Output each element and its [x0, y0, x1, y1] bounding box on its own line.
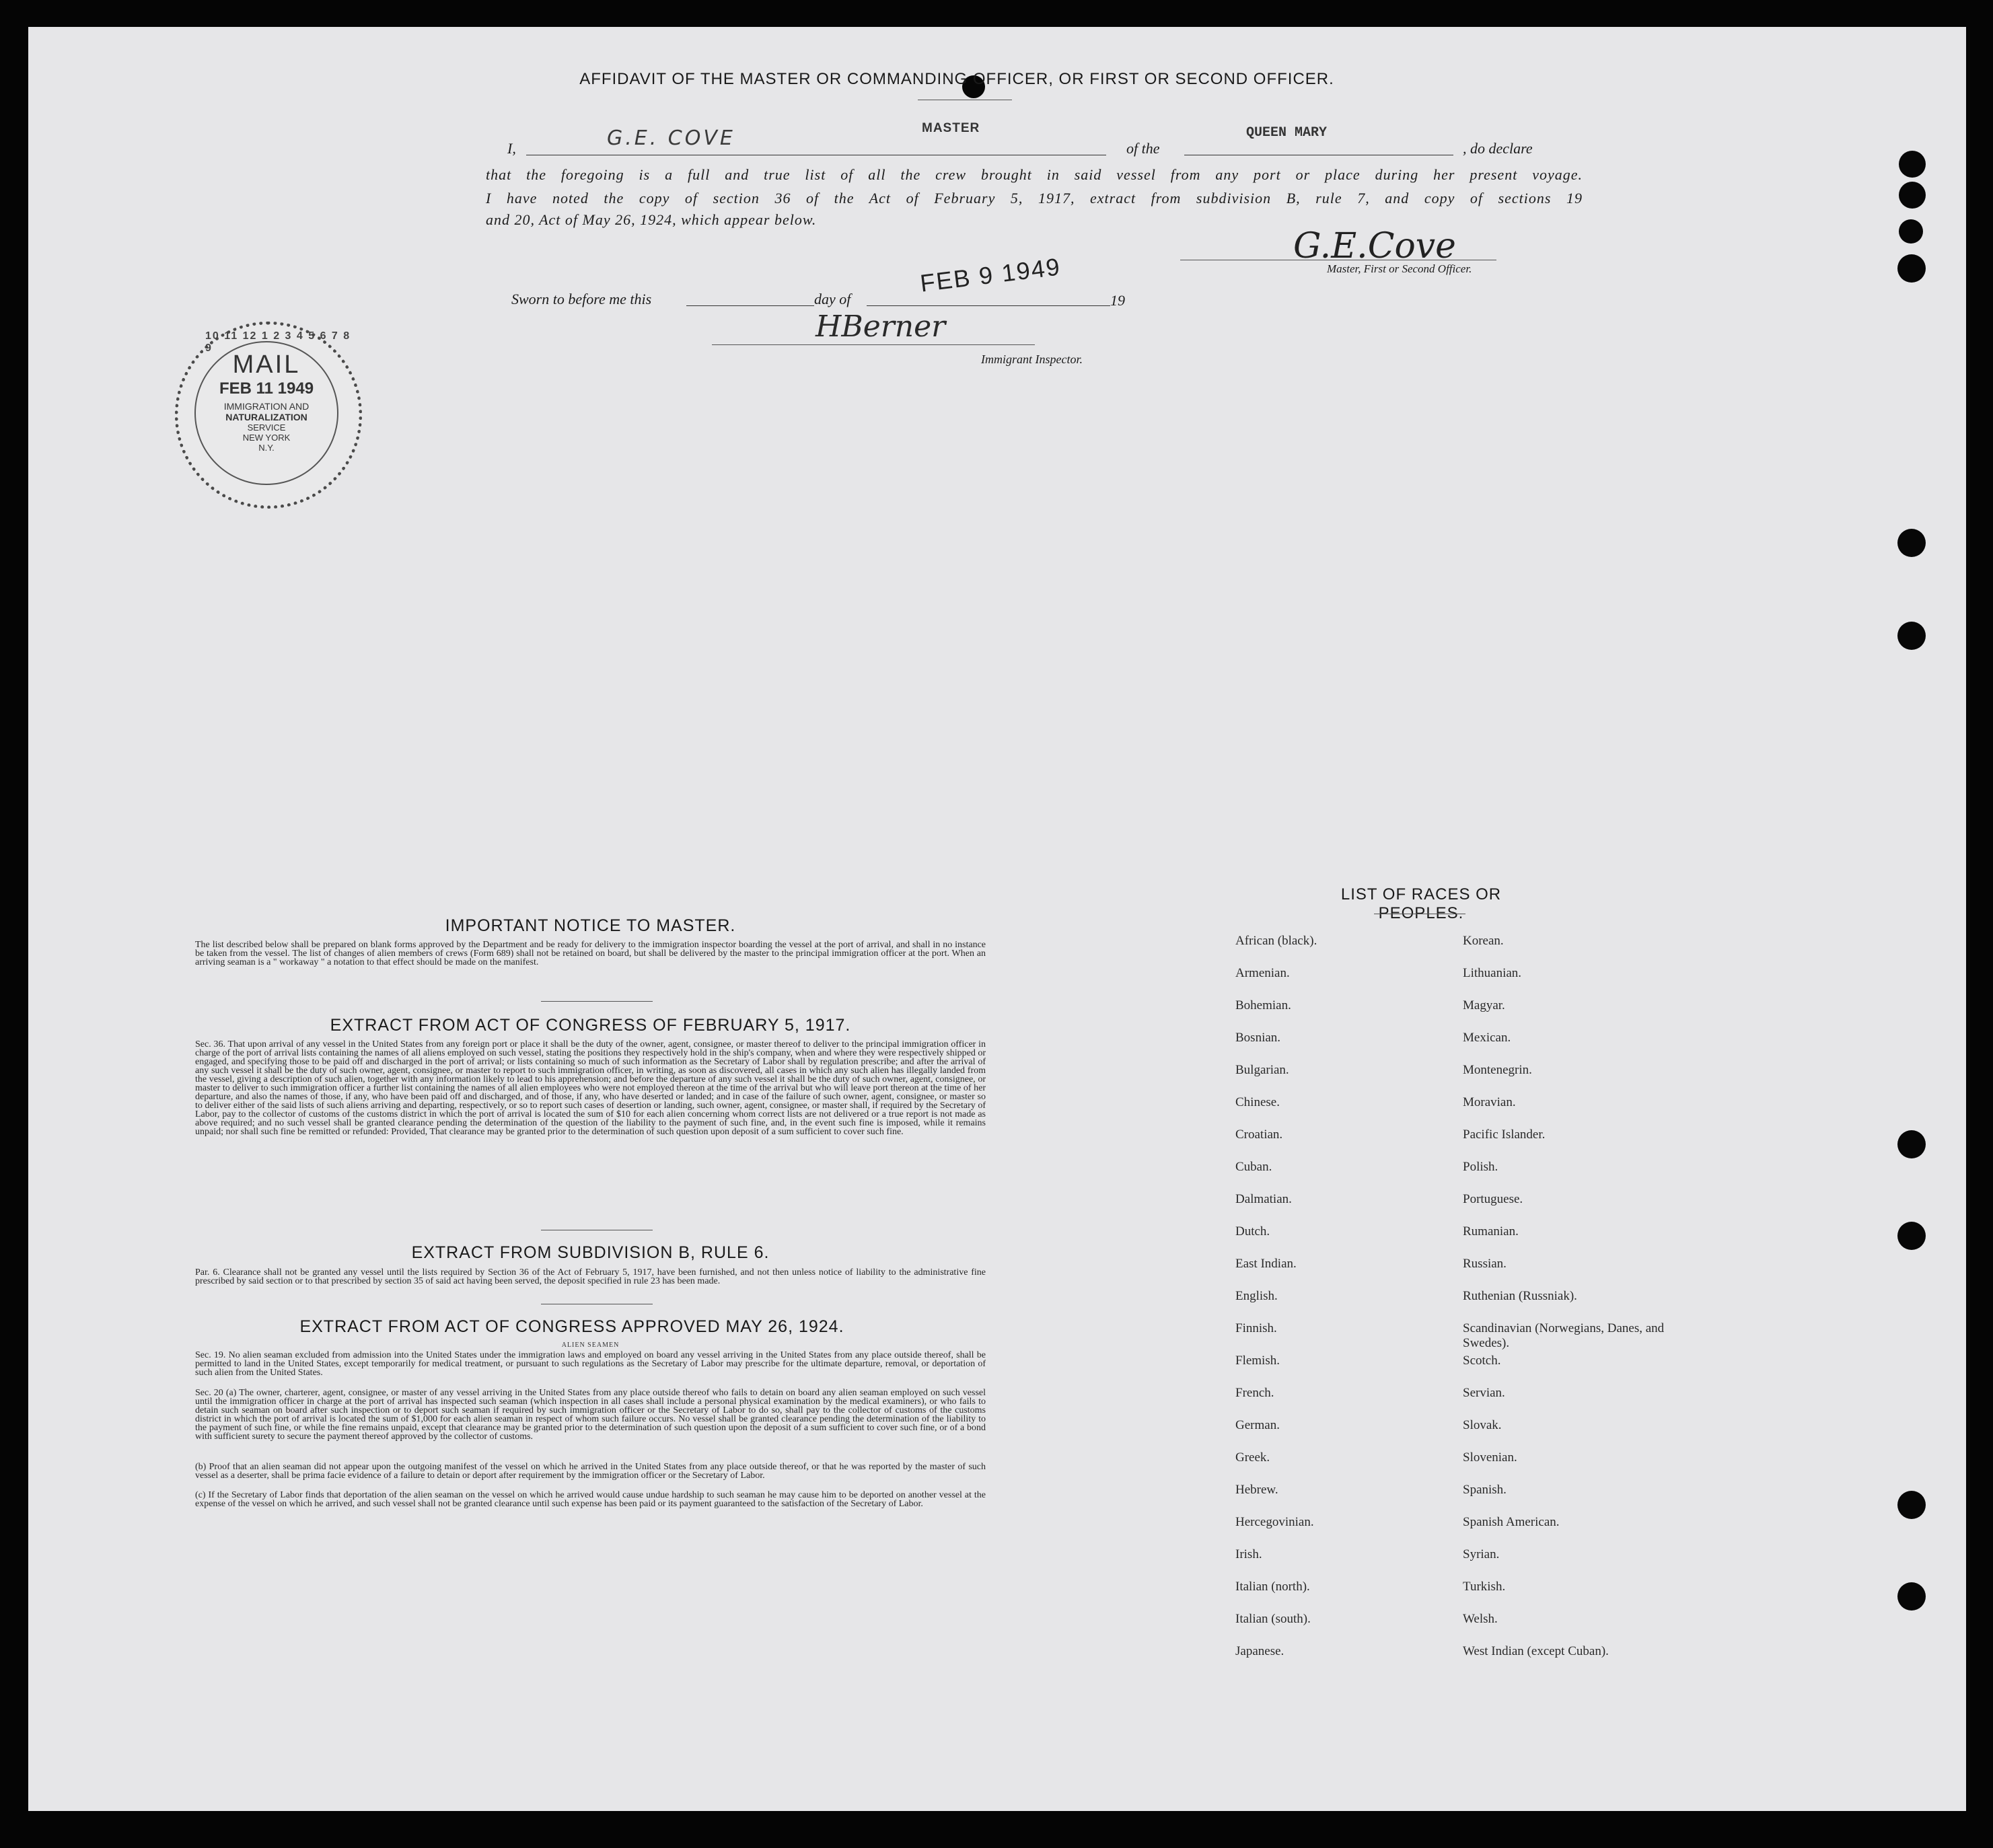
race-item: Spanish.	[1463, 1483, 1507, 1497]
race-item: Turkish.	[1463, 1580, 1506, 1594]
punch-hole	[1897, 529, 1926, 557]
stamp-mail: MAIL	[232, 350, 301, 379]
race-item: Lithuanian.	[1463, 966, 1522, 980]
race-item: Spanish American.	[1463, 1515, 1560, 1529]
rule6-body: Par. 6. Clearance shall not be granted any vessel until the lists required by Section 36 of the Act of February 5, 1917, have been furnished, and not then unless notice of liability to the administrative fine prescribed by said section or to that prescribed by section 35 of said act having been served, the deposit specified in rule 23 has been made.	[195, 1267, 986, 1286]
stamp-line-5: N.Y.	[258, 443, 275, 453]
extract-1924-sec20a: Sec. 20 (a) The owner, charterer, agent, consignee, or master of any vessel arriving in the United States from any place outside thereof who fails to detain on board any alien seaman employed on such vessel until the immigration officer in charge at the port of arrival has inspected such seaman (which inspection in all cases shall include a personal physical examination by the medical examiners), or who fails to detain such seaman on board after such inspection or to deport such seaman if required by such immigration officer or the Secretary of Labor to do so, shall pay to the collector of customs of the customs district in which the port of arrival is located the sum of $1,000 for each alien seaman in respect of whom such failure occurs. No vessel shall be granted clearance pending the determination of the liability to the payment of such fine, or while the fine remains unpaid, except that clearance may be granted prior to the determination of such question upon the deposit of a sum sufficient to cover such fine, or of a bond with sufficient surety to secure the payment thereof approved by the collector of customs.	[195, 1388, 986, 1442]
race-item: Moravian.	[1463, 1095, 1516, 1109]
races-title: LIST OF RACES OR PEOPLES.	[1340, 885, 1502, 922]
inspector-line	[712, 344, 1035, 345]
stamp-line-2: NATURALIZATION	[225, 412, 307, 422]
extract-1917-title: EXTRACT FROM ACT OF CONGRESS OF FEBRUARY 5, 1917.	[330, 1016, 851, 1035]
punch-hole	[1897, 1582, 1926, 1611]
race-item: Croatian.	[1235, 1128, 1283, 1142]
notice-title: IMPORTANT NOTICE TO MASTER.	[445, 916, 736, 935]
punch-hole	[1899, 219, 1923, 244]
punch-hole	[1897, 1222, 1926, 1250]
race-item: German.	[1235, 1418, 1280, 1432]
punch-hole	[1897, 622, 1926, 650]
race-item: Polish.	[1463, 1160, 1498, 1174]
race-item: Armenian.	[1235, 966, 1290, 980]
extract-1924-sec20c: (c) If the Secretary of Labor finds that deportation of the alien seaman on the vessel on which he arrived would cause undue hardship to such seaman he may cause him to be deported on another vessel at the expense of the vessel on which he arrived, and such vessel shall not be granted clearance until such expense has been paid or its payment guaranteed to the satisfaction of the Secretary of Labor.	[195, 1490, 986, 1509]
race-item: Montenegrin.	[1463, 1063, 1532, 1077]
stamp-date: FEB 11 1949	[219, 379, 314, 398]
do-declare-label: , do declare	[1463, 140, 1533, 157]
race-item: Pacific Islander.	[1463, 1128, 1546, 1142]
punch-hole	[1897, 1130, 1926, 1158]
day-of-label: day of	[814, 291, 851, 307]
race-item: Italian (south).	[1235, 1612, 1311, 1626]
race-item: Scandinavian (Norwegians, Danes, and Swedes).	[1463, 1321, 1665, 1350]
stamp-center	[194, 341, 338, 485]
race-item: Hercegovinian.	[1235, 1515, 1314, 1529]
declaration-line-2: that the foregoing is a full and true list of all the crew brought in said vessel from any port or place during her present voyage.	[486, 166, 1583, 183]
race-item: Slovak.	[1463, 1418, 1502, 1432]
declarant-label: I,	[507, 140, 516, 157]
race-item: Hebrew.	[1235, 1483, 1278, 1497]
extract-1924-title: EXTRACT FROM ACT OF CONGRESS APPROVED MAY 26, 1924.	[299, 1317, 844, 1336]
stamp-ring-numbers: 10 11 12 1 2 3 4 5 6 7 8 9	[205, 330, 351, 354]
punch-hole	[1899, 182, 1926, 209]
inspector-caption: Immigrant Inspector.	[981, 353, 1083, 366]
punch-hole	[1897, 254, 1926, 283]
race-item: Mexican.	[1463, 1031, 1511, 1045]
of-the-label: of the	[1126, 140, 1160, 157]
race-item: Slovenian.	[1463, 1450, 1517, 1465]
race-item: African (black).	[1235, 934, 1317, 948]
sworn-month-line	[867, 305, 1110, 306]
race-item: East Indian.	[1235, 1257, 1297, 1271]
notice-rule	[541, 1001, 653, 1002]
race-item: Irish.	[1235, 1547, 1262, 1561]
year-suffix: 19	[1110, 292, 1125, 309]
race-item: Flemish.	[1235, 1354, 1280, 1368]
mail-stamp	[175, 322, 362, 509]
races-column-2	[1463, 934, 1685, 1676]
sworn-prefix: Sworn to before me this	[511, 291, 652, 307]
race-item: English.	[1235, 1289, 1278, 1303]
stamp-line-3: SERVICE	[247, 422, 286, 433]
race-item: Bulgarian.	[1235, 1063, 1289, 1077]
race-item: Scotch.	[1463, 1354, 1501, 1368]
declaration-line-4: and 20, Act of May 26, 1924, which appear below.	[486, 211, 817, 228]
extract-1924-subtitle: ALIEN SEAMEN	[561, 1341, 620, 1349]
sworn-day-line	[686, 305, 814, 306]
master-rank: MASTER	[922, 121, 980, 135]
race-item: Bosnian.	[1235, 1031, 1281, 1045]
race-item: Bohemian.	[1235, 998, 1291, 1012]
race-item: Magyar.	[1463, 998, 1505, 1012]
race-item: Portuguese.	[1463, 1192, 1523, 1206]
extract-1924-sec20b: (b) Proof that an alien seaman did not appear upon the outgoing manifest of the vessel on which he arrived in the United States from any place outside thereof, or that he was reported by the master of such vessel as a deserter, shall be prima facie evidence of a failure to detain or deport after requirement by the immigration officer or the Secretary of Labor.	[195, 1462, 986, 1481]
race-item: French.	[1235, 1386, 1274, 1400]
race-item: Ruthenian (Russniak).	[1463, 1289, 1577, 1303]
extract-1917-body: Sec. 36. That upon arrival of any vessel in the United States from any foreign port or place it shall be the duty of the owner, agent, consignee, or master thereof to deliver to the principal immigration officer in charge of the port of arrival lists containing the names of all aliens employed on such vessel, stating the positions they respectively hold in the ship's company, when and where they were respectively shipped or engaged, and specifying those to be paid off and discharged in the port of arrival; or lists containing so much of such information as the Secretary of Labor shall by regulation prescribe; and after the arrival of any such vessel it shall be the duty of such owner, agent, consignee, or master to report to such immigration officer, in writing, as soon as discovered, all cases in which any such alien has illegally landed from the vessel, giving a description of such alien, together with any information likely to lead to his apprehension; and before the departure of any such vessel it shall be the duty of such owner, agent, consignee, or master to deliver to such immigration officer a further list containing the names of all alien employees who were not employed thereon at the time of the arrival but who will leave port thereon at the time of her departure, and also the names of those, if any, who have been paid off and discharged, and of those, if any, who have deserted or landed; and in case of the failure of such owner, agent, consignee, or master so to deliver either of the said lists of such aliens arriving and departing, respectively, or so to report such cases of desertion or landing, such owner, agent, consignee, or master shall, if required by the Secretary of Labor, pay to the collector of customs of the customs district in which the port of arrival is located the sum of $10 for each alien concerning whom correct lists are not delivered or a true report is not made as above required; and no such vessel shall be granted clearance pending the determination of the question of the liability to the payment of such fine, and, in the event such fine is imposed, while it remains unpaid; nor shall such fine be remitted or refunded: Provided, That clearance may be granted prior to the determination of such question upon deposit of a sum sufficient to cover such fine.	[195, 1039, 986, 1137]
stamp-line-1: IMMIGRATION AND	[223, 401, 310, 412]
rule6-title: EXTRACT FROM SUBDIVISION B, RULE 6.	[411, 1243, 770, 1262]
race-item: West Indian (except Cuban).	[1463, 1644, 1609, 1658]
extract-1924-sec19: Sec. 19. No alien seaman excluded from admission into the United States under the immigration laws and employed on board any vessel arriving in the United States from any place outside thereof, shall be permitted to land in the United States, except temporarily for medical treatment, or pursuant to such regulations as the Secretary of Labor may prescribe for the ultimate departure, removal, or deportation of such alien from the United States.	[195, 1350, 986, 1378]
race-item: Finnish.	[1235, 1321, 1277, 1335]
race-item: Chinese.	[1235, 1095, 1280, 1109]
notice-body: The list described below shall be prepared on blank forms approved by the Department and be ready for delivery to the immigration inspector boarding the vessel at the port of arrival, and shall in no instance be taken from the vessel. The list of changes of alien members of crews (Form 689) shall not be retained on board, but shall be delivered by the master to the principal immigration officer at the port. When an arriving seaman is a " workaway " a notation to that effect should be made on the manifest.	[195, 940, 986, 967]
master-signature: G.E.Cove	[1293, 226, 1456, 266]
race-item: Dalmatian.	[1235, 1192, 1292, 1206]
stamp-line-4: NEW YORK	[242, 433, 291, 443]
race-item: Welsh.	[1463, 1612, 1498, 1626]
race-item: Syrian.	[1463, 1547, 1500, 1561]
vessel-name: QUEEN MARY	[1246, 125, 1328, 141]
form-page	[28, 27, 1966, 1811]
master-name: G.E. COVE	[607, 126, 735, 150]
race-item: Korean.	[1463, 934, 1504, 948]
race-item: Dutch.	[1235, 1224, 1270, 1239]
race-item: Greek.	[1235, 1450, 1270, 1465]
races-column-1	[1235, 934, 1451, 1676]
race-item: Italian (north).	[1235, 1580, 1310, 1594]
inspector-signature: HBerner	[816, 309, 946, 344]
affidavit-title: AFFIDAVIT OF THE MASTER OR COMMANDING OFFICER, OR FIRST OR SECOND OFFICER.	[579, 70, 1334, 88]
race-item: Rumanian.	[1463, 1224, 1519, 1239]
punch-hole	[1899, 151, 1926, 178]
declaration-line-3: I have noted the copy of section 36 of the Act of February 5, 1917, extract from subdivision B, rule 7, and copy of sections 19	[486, 190, 1583, 207]
race-item: Japanese.	[1235, 1644, 1284, 1658]
date-stamp: FEB 9 1949	[918, 252, 1062, 297]
race-item: Cuban.	[1235, 1160, 1272, 1174]
race-item: Servian.	[1463, 1386, 1505, 1400]
signature-caption: Master, First or Second Officer.	[1327, 262, 1472, 275]
punch-hole	[1897, 1491, 1926, 1519]
race-item: Russian.	[1463, 1257, 1507, 1271]
